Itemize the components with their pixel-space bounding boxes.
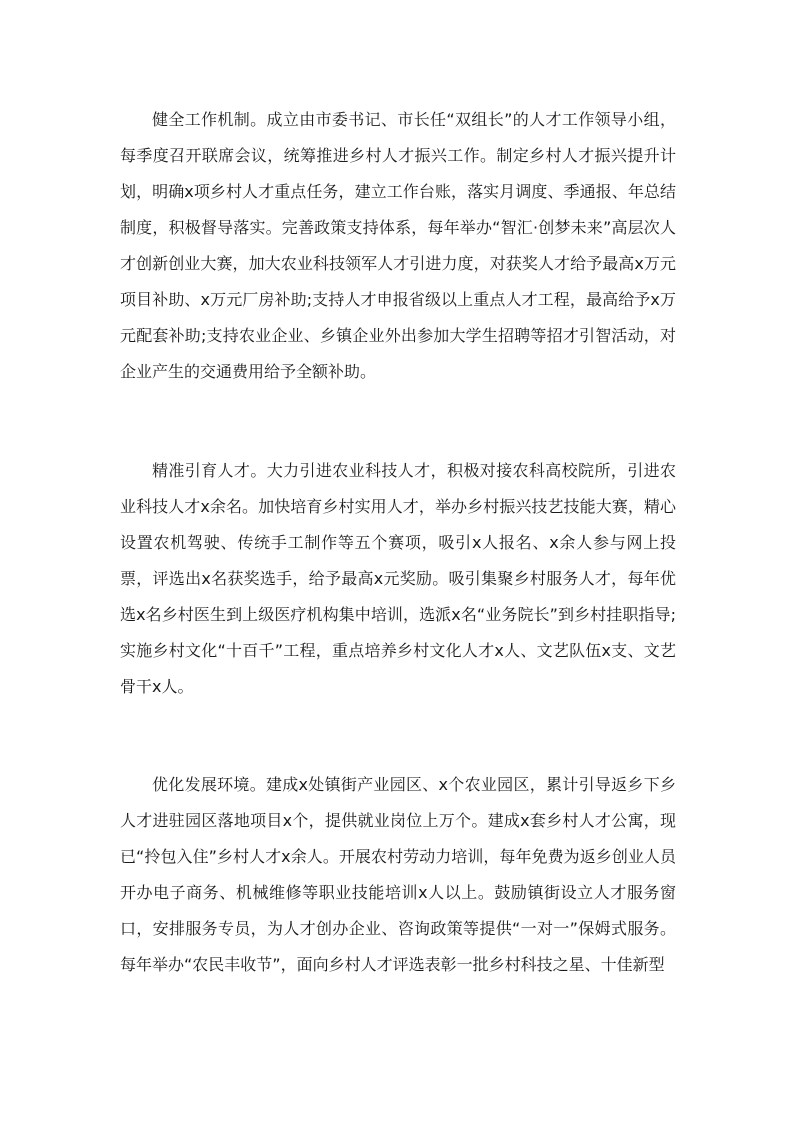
paragraph-working-mechanism: 健全工作机制。成立由市委书记、市长任“双组长”的人才工作领导小组，每季度召开联席会议，统筹推进乡村人才振兴工作。制定乡村人才振兴提升计划，明确x项乡村人才重点任务，建立工作台账，落实月调度、季通报、年总结制度，积极督导落实。完善政策支持体系，每年举办“智汇·创梦未来”高层次人才创新创业大赛，加大农业科技领军人才引进力度，对获奖人才给予最高x万元项目补助、x万元厂房补助;支持人才申报省级以上重点人才工程，最高给予x万元配套补助;支持农业企业、乡镇企业外出参加大学生招聘等招才引智活动，对企业产生的交通费用给予全额补助。 bbox=[120, 110, 676, 381]
paragraph-development-environment: 优化发展环境。建成x处镇街产业园区、x个农业园区，累计引导返乡下乡人才进驻园区落地项目x个，提供就业岗位上万个。建成x套乡村人才公寓，现已“拎包入住”乡村人才x余人。开展农村劳动力培训，每年免费为返乡创业人员开办电子商务、机械维修等职业技能培训x人以上。鼓励镇街设立人才服务窗口，安排服务专员，为人才创办企业、咨询政策等提供“一对一”保姆式服务。每年举办“农民丰收节”，面向乡村人才评选表彰一批乡村科技之星、十佳新型 bbox=[120, 775, 676, 974]
paragraph-talent-introduction: 精准引育人才。大力引进农业科技人才，积极对接农科高校院所，引进农业科技人才x余名。加快培育乡村实用人才，举办乡村振兴技艺技能大赛，精心设置农机驾驶、传统手工制作等五个赛项，吸引x人报名、x余人参与网上投票，评选出x名获奖选手，给予最高x元奖励。吸引集聚乡村服务人才，每年优选x名乡村医生到上级医疗机构集中培训，选派x名“业务院长”到乡村挂职指导;实施乡村文化“十百千”工程，重点培养乡村文化人才x人、文艺队伍x支、文艺骨干x人。 bbox=[120, 461, 676, 696]
